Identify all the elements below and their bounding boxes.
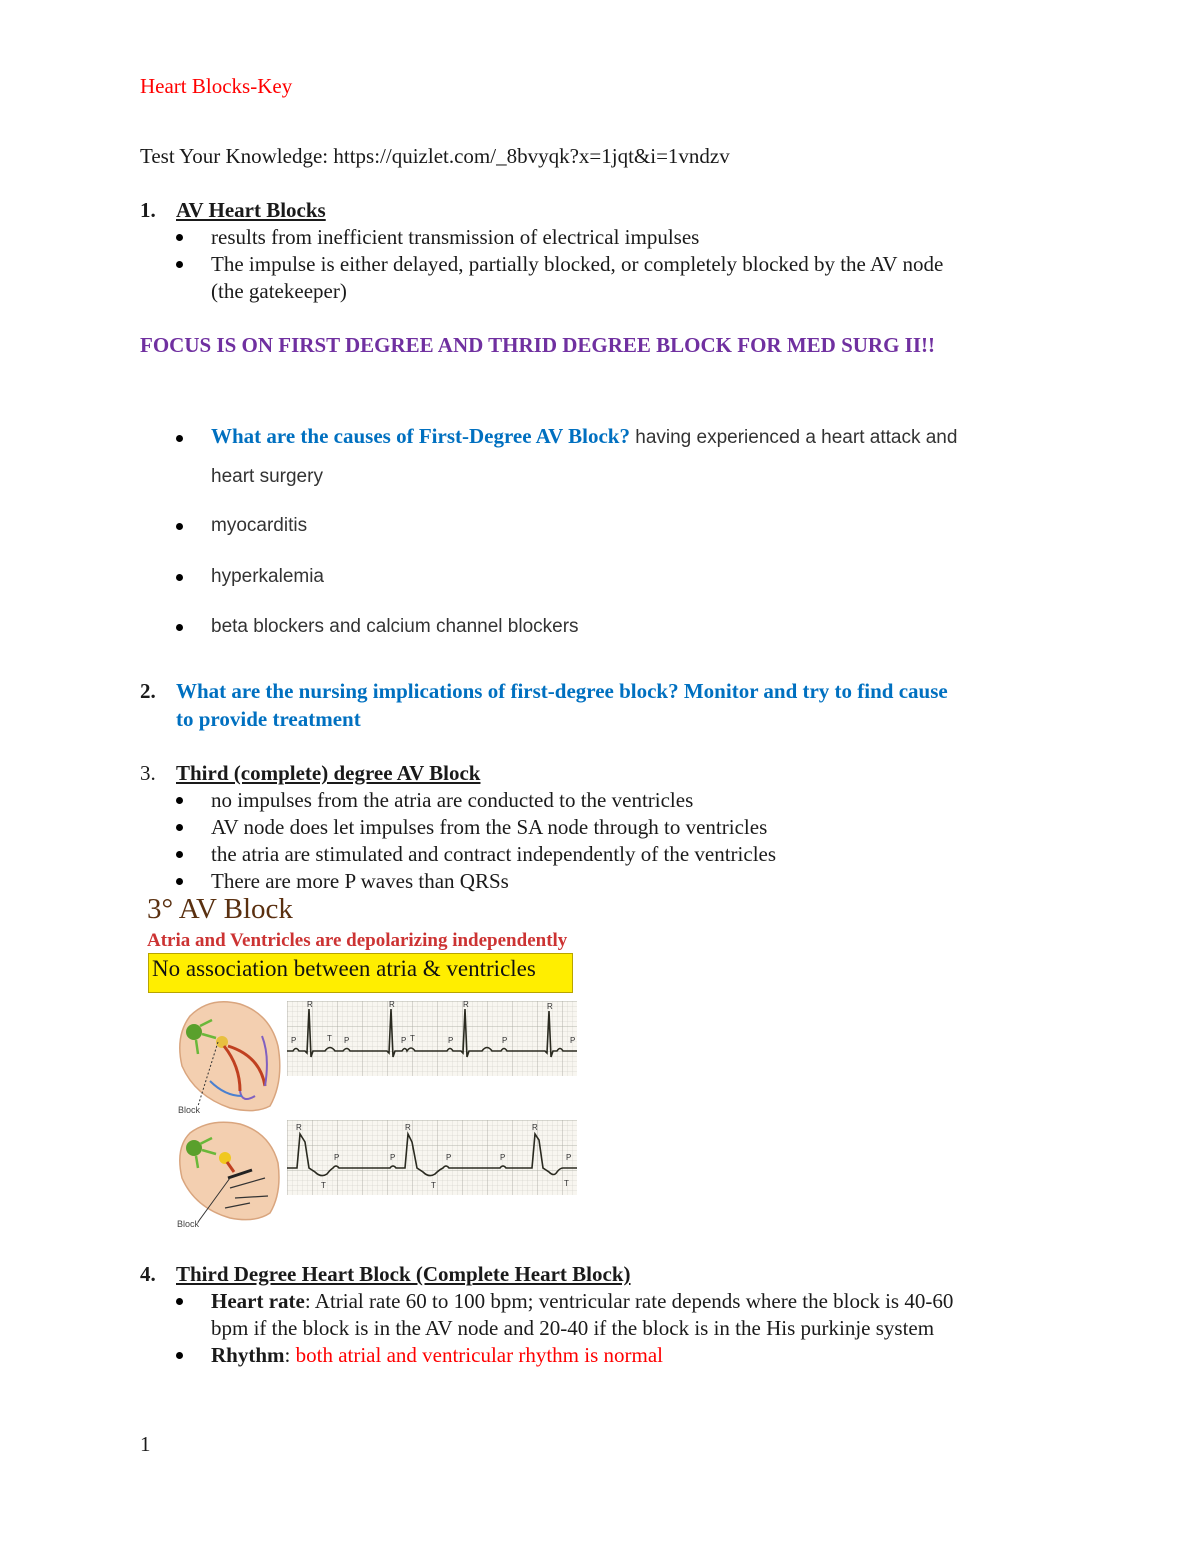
section-3-bullet: There are more P waves than QRSs <box>211 869 509 893</box>
svg-text:P: P <box>344 1036 350 1045</box>
svg-text:P: P <box>401 1036 407 1045</box>
section-3-bullet: no impulses from the atria are conducted to the ventricles <box>211 788 694 812</box>
svg-text:T: T <box>327 1034 332 1043</box>
quiz-link-line[interactable]: Test Your Knowledge: https://quizlet.com/_8bvyqk?x=1jqt&i=1vndzv <box>140 144 730 168</box>
causes-question: What are the causes of First-Degree AV Block? <box>211 424 630 448</box>
rhythm-text: both atrial and ventricular rhythm is normal <box>290 1343 664 1367</box>
section-1-heading: AV Heart Blocks <box>176 198 326 222</box>
block-label-top: Block <box>178 1105 201 1115</box>
svg-text:P: P <box>291 1036 297 1045</box>
cause-item: hyperkalemia <box>211 566 324 587</box>
heart-rate-continuation: bpm if the block is in the AV node and 20-40 if the block is in the His purkinje system <box>211 1316 935 1340</box>
section-2-number: 2. <box>140 679 156 703</box>
svg-text:R: R <box>532 1123 538 1132</box>
bullet-icon <box>176 1352 183 1359</box>
ecg-strip-1 <box>287 1001 577 1076</box>
heart-rate-line <box>211 1289 953 1314</box>
section-3-bullet: AV node does let impulses from the SA node through to ventricles <box>211 815 768 839</box>
svg-text:P: P <box>502 1036 508 1045</box>
heart-diagram-icon <box>170 996 290 1121</box>
svg-text:T: T <box>321 1181 326 1190</box>
rhythm-label: Rhythm <box>211 1343 285 1367</box>
rhythm-line <box>211 1343 663 1368</box>
rhythm-colon: : <box>284 1343 291 1367</box>
heart-diagram-icon <box>170 1118 290 1228</box>
page-number: 1 <box>140 1432 151 1456</box>
svg-text:P: P <box>566 1153 572 1162</box>
cause-item: beta blockers and calcium channel blockers <box>211 616 579 637</box>
bullet-icon <box>176 878 183 885</box>
section-1-bullet-continuation: (the gatekeeper) <box>211 279 347 303</box>
heart-rate-text: : Atrial rate 60 to 100 bpm; ventricular rate depends where the block is 40-60 <box>304 1289 954 1313</box>
bullet-icon <box>176 1298 183 1305</box>
ecg-strip-2 <box>287 1120 577 1195</box>
svg-text:R: R <box>307 1001 313 1009</box>
svg-text:R: R <box>296 1123 302 1132</box>
document-title: Heart Blocks-Key <box>140 74 293 98</box>
causes-answer: having experienced a heart attack and <box>629 427 958 448</box>
svg-text:P: P <box>500 1153 506 1162</box>
causes-answer-continuation: heart surgery <box>211 466 323 487</box>
section-1-number: 1. <box>140 198 156 222</box>
svg-text:T: T <box>410 1034 415 1043</box>
focus-note: FOCUS IS ON FIRST DEGREE AND THRID DEGREE BLOCK FOR MED SURG II!! <box>140 333 936 357</box>
section-4-number: 4. <box>140 1262 156 1286</box>
bullet-icon <box>176 435 183 442</box>
bullet-icon <box>176 523 183 530</box>
section-2-line2: to provide treatment <box>176 707 361 731</box>
svg-text:T: T <box>564 1179 569 1188</box>
svg-text:R: R <box>547 1002 553 1011</box>
figure-title: 3° AV Block <box>147 893 293 925</box>
section-3-number: 3. <box>140 761 156 785</box>
svg-text:P: P <box>570 1036 576 1045</box>
bullet-icon <box>176 624 183 631</box>
block-label-bottom: Block <box>177 1219 200 1229</box>
bullet-icon <box>176 797 183 804</box>
heart-rate-label: Heart rate <box>211 1289 305 1313</box>
av-block-figure <box>140 893 585 1233</box>
svg-text:P: P <box>390 1153 396 1162</box>
section-1-bullet: The impulse is either delayed, partially blocked, or completely blocked by the AV node <box>211 252 944 276</box>
svg-text:R: R <box>405 1123 411 1132</box>
bullet-icon <box>176 261 183 268</box>
section-2-line1: What are the nursing implications of first-degree block? Monitor and try to find cause <box>176 679 948 703</box>
svg-text:T: T <box>431 1181 436 1190</box>
section-1-bullet: results from inefficient transmission of electrical impulses <box>211 225 700 249</box>
figure-subtitle: Atria and Ventricles are depolarizing independently <box>147 930 568 951</box>
section-3-bullet: the atria are stimulated and contract independently of the ventricles <box>211 842 777 866</box>
section-3-heading: Third (complete) degree AV Block <box>176 761 481 785</box>
cause-item: myocarditis <box>211 515 308 536</box>
figure-highlight-box <box>148 953 573 993</box>
svg-text:P: P <box>446 1153 452 1162</box>
bullet-icon <box>176 851 183 858</box>
section-4-heading: Third Degree Heart Block (Complete Heart Block) <box>176 1262 631 1286</box>
svg-text:R: R <box>463 1001 469 1009</box>
figure-box-text: No association between atria & ventricles <box>152 956 536 981</box>
svg-text:P: P <box>334 1153 340 1162</box>
bullet-icon <box>176 824 183 831</box>
bullet-icon <box>176 574 183 581</box>
bullet-icon <box>176 234 183 241</box>
svg-text:P: P <box>448 1036 454 1045</box>
causes-line <box>211 424 957 449</box>
svg-text:R: R <box>389 1001 395 1009</box>
